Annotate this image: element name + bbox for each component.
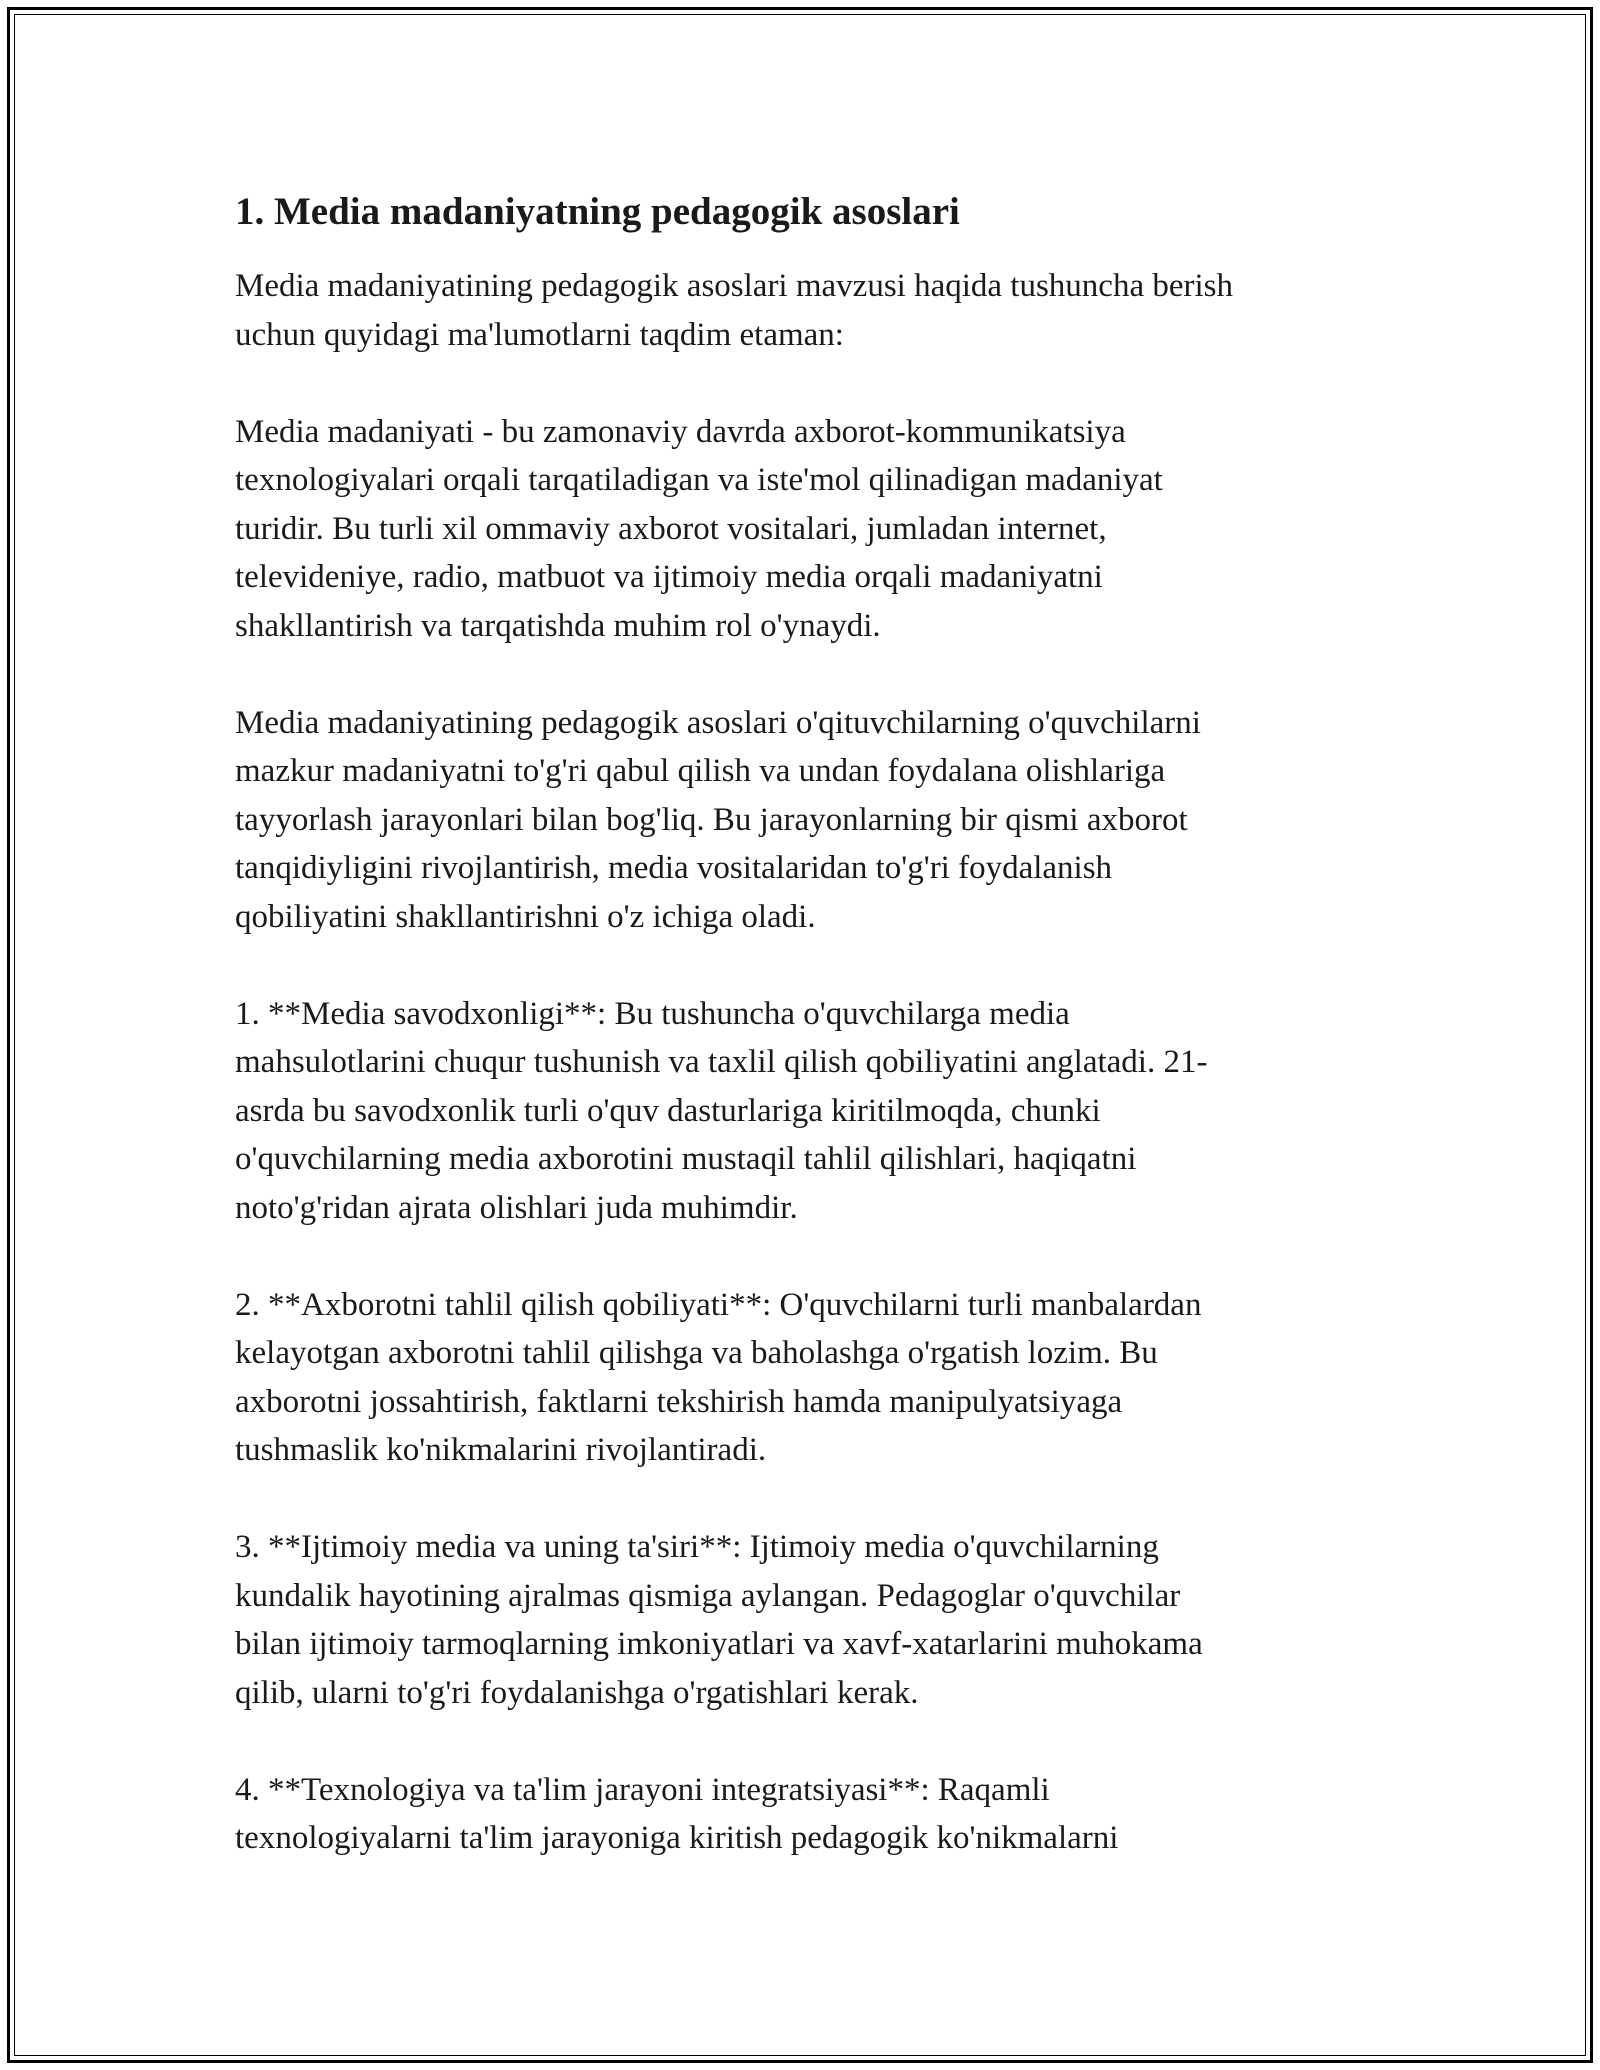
document-body [235, 186, 1375, 1863]
list-item-technology-integration: 4. **Texnologiya va ta'lim jarayoni integratsiyasi**: Raqamli texnologiyalarni ta'lim jarayoniga kiritish pedagogik ko'nikmalarni [235, 1771, 1119, 1856]
document-title: 1. Media madaniyatning pedagogik asoslari [235, 190, 960, 233]
list-item-social-media: 3. **Ijtimoiy media va uning ta'siri**: Ijtimoiy media o'quvchilarning kundalik hayotining ajralmas qismiga aylangan. Pedagoglar o'quvchilar bilan ijtimoiy tarmoqlarning imkoniyatlari va xavf-xatarlarini muhokama qilib, ularni to'g'ri foydalanishga o'rgatishlari kerak. [235, 1529, 1203, 1711]
definition-paragraph: Media madaniyati - bu zamonaviy davrda axborot-kommunikatsiya texnologiyalari orqali tarqatiladigan va iste'mol qilinadigan madaniyat turidir. Bu turli xil ommaviy axborot vositalari, jumladan internet, televideniye, radio, matbuot va ijtimoiy media orqali madaniyatni shakllantirish va tarqatishda muhim rol o'ynaydi. [235, 413, 1163, 644]
list-item-information-analysis: 2. **Axborotni tahlil qilish qobiliyati**: O'quvchilarni turli manbalardan kelayotgan axborotni tahlil qilishga va baholashga o'rgatish lozim. Bu axborotni jossahtirish, faktlarni tekshirish hamda manipulyatsiyaga tushmaslik ko'nikmalarini rivojlantiradi. [235, 1286, 1202, 1468]
intro-paragraph: Media madaniyatining pedagogik asoslari mavzusi haqida tushuncha berish uchun quyidagi ma'lumotlarni taqdim etaman: [235, 268, 1233, 353]
list-item-media-literacy: 1. **Media savodxonligi**: Bu tushuncha o'quvchilarga media mahsulotlarini chuqur tushunish va taxlil qilish qobiliyatini anglatadi. 21- asrda bu savodxonlik turli o'quv dasturlariga kiritilmoqda, chunki o'quvchilarning media axborotini mustaqil tahlil qilishlari, haqiqatni noto'g'ridan ajrata olishlari juda muhimdir. [235, 995, 1208, 1226]
pedagogy-paragraph: Media madaniyatining pedagogik asoslari o'qituvchilarning o'quvchilarni mazkur madaniyatni to'g'ri qabul qilish va undan foydalana olishlariga tayyorlash jarayonlari bilan bog'liq. Bu jarayonlarning bir qismi axborot tanqidiyligini rivojlantirish, media vositalaridan to'g'ri foydalanish qobiliyatini shakllantirishni o'z ichiga oladi. [235, 704, 1201, 935]
